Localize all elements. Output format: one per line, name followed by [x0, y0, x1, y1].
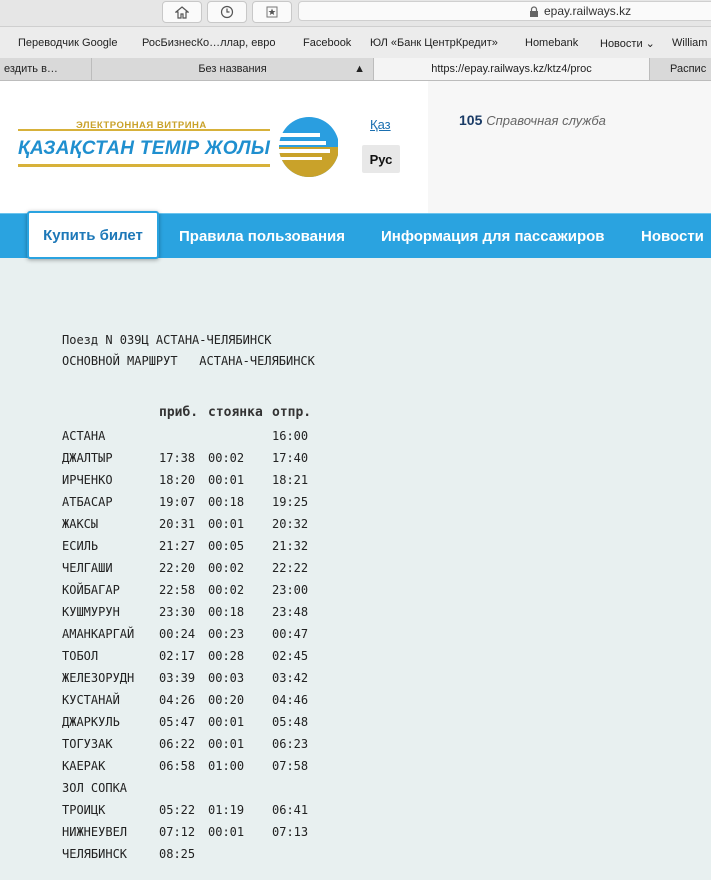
table-row — [62, 825, 362, 847]
tab-1-label: ездить в… — [4, 63, 58, 75]
arrival-time: 08:25 — [159, 847, 196, 861]
station-name: ТОГУЗАК — [62, 737, 113, 751]
stop-duration: 00:18 — [208, 495, 245, 509]
stop-duration: 00:20 — [208, 693, 245, 707]
table-row — [62, 473, 362, 495]
chevron-down-icon: ⌄ — [645, 38, 655, 50]
stop-duration: 00:05 — [208, 539, 245, 553]
menu-news[interactable]: Новости — [641, 228, 704, 245]
station-name: ЧЕЛЯБИНСК — [62, 847, 128, 861]
stop-duration: 00:03 — [208, 671, 245, 685]
address-bar[interactable] — [298, 1, 711, 21]
bookmark-facebook[interactable]: Facebook — [303, 37, 352, 49]
stop-duration: 01:19 — [208, 803, 245, 817]
bookmark-bank[interactable]: ЮЛ «Банк ЦентрКредит» — [370, 37, 498, 49]
departure-time: 07:58 — [272, 759, 309, 773]
buy-ticket-button[interactable]: Купить билет — [27, 211, 159, 259]
stop-duration: 00:01 — [208, 715, 245, 729]
departure-time: 18:21 — [272, 473, 309, 487]
departure-time: 17:40 — [272, 451, 309, 465]
departure-time: 21:32 — [272, 539, 309, 553]
table-row — [62, 671, 362, 693]
departure-time: 16:00 — [272, 429, 309, 443]
table-row — [62, 803, 362, 825]
bookmark-rbc[interactable]: РосБизнесКо…ллар, евро — [142, 37, 276, 49]
departure-time: 06:23 — [272, 737, 309, 751]
menu-rules[interactable]: Правила пользования — [179, 228, 346, 245]
stop-duration: 00:02 — [208, 583, 245, 597]
url-text: epay.railways.kz — [544, 4, 632, 18]
table-row — [62, 649, 362, 671]
menu-passenger-info[interactable]: Информация для пассажиров — [381, 228, 605, 245]
help-service — [459, 112, 606, 128]
station-name: КУСТАНАЙ — [62, 693, 120, 707]
station-name: АМАНКАРГАЙ — [62, 627, 135, 641]
svg-text:ЭЛЕКТРОННАЯ ВИТРИНА: ЭЛЕКТРОННАЯ ВИТРИНА — [76, 120, 207, 131]
svg-text:ҚАЗАҚСТАН ТЕМІР ЖОЛЫ: ҚАЗАҚСТАН ТЕМІР ЖОЛЫ — [18, 138, 271, 159]
table-row — [62, 759, 362, 781]
col-stop: стоянка — [208, 405, 263, 420]
bookmark-news[interactable] — [600, 37, 655, 50]
home-button[interactable] — [162, 1, 202, 23]
departure-time: 02:45 — [272, 649, 309, 663]
bookmark-homebank[interactable]: Homebank — [525, 37, 579, 49]
departure-time: 23:48 — [272, 605, 309, 619]
arrival-time: 22:58 — [159, 583, 196, 597]
arrival-time: 05:22 — [159, 803, 196, 817]
departure-time: 03:42 — [272, 671, 309, 685]
arrival-time: 20:31 — [159, 517, 196, 531]
clock-icon — [220, 5, 234, 19]
table-row — [62, 781, 362, 803]
tab-4[interactable] — [650, 58, 711, 80]
tab-1[interactable] — [0, 58, 92, 80]
stop-duration: 00:18 — [208, 605, 245, 619]
table-row — [62, 539, 362, 561]
bookmarks-bar — [0, 27, 711, 59]
table-row — [62, 693, 362, 715]
history-button[interactable] — [207, 1, 247, 23]
table-row — [62, 737, 362, 759]
table-row — [62, 517, 362, 539]
tab-2-label: Без названия — [198, 63, 267, 75]
station-name: АСТАНА — [62, 429, 106, 443]
arrival-time: 22:20 — [159, 561, 196, 575]
lang-kaz-link[interactable]: Қаз — [370, 117, 391, 132]
bookmark-william[interactable]: William — [672, 37, 708, 49]
station-name: ЕСИЛЬ — [62, 539, 99, 553]
col-departure: отпр. — [272, 405, 312, 420]
stop-duration: 00:02 — [208, 451, 245, 465]
star-icon — [265, 5, 279, 19]
stop-duration: 00:01 — [208, 737, 245, 751]
station-name: ДЖАРКУЛЬ — [62, 715, 120, 729]
table-row — [62, 495, 362, 517]
train-title: Поезд N 039Ц АСТАНА-ЧЕЛЯБИНСК — [62, 333, 272, 347]
arrival-time: 17:38 — [159, 451, 196, 465]
departure-time: 06:41 — [272, 803, 309, 817]
table-row — [62, 847, 362, 869]
arrival-time: 06:22 — [159, 737, 196, 751]
station-name: ТОБОЛ — [62, 649, 99, 663]
schedule-header — [0, 405, 711, 423]
station-name: ЖЕЛЕЗОРУДН — [62, 671, 135, 685]
col-arrival: приб. — [159, 405, 199, 420]
header-info-panel — [428, 81, 711, 213]
home-icon — [175, 6, 189, 19]
table-row — [62, 451, 362, 473]
route-title: ОСНОВНОЙ МАРШРУТ АСТАНА-ЧЕЛЯБИНСК — [62, 354, 315, 368]
arrival-time: 00:24 — [159, 627, 196, 641]
departure-time: 05:48 — [272, 715, 309, 729]
ktz-logo-icon — [18, 117, 338, 177]
stop-duration: 00:01 — [208, 825, 245, 839]
browser-toolbar — [0, 0, 711, 27]
arrival-time: 07:12 — [159, 825, 196, 839]
departure-time: 19:25 — [272, 495, 309, 509]
table-row — [62, 605, 362, 627]
station-name: ЗОЛ СОПКА — [62, 781, 128, 795]
stop-duration: 01:00 — [208, 759, 245, 773]
station-name: КОЙБАГАР — [62, 583, 120, 597]
stop-duration: 00:02 — [208, 561, 245, 575]
lang-rus-button[interactable]: Рус — [362, 145, 400, 173]
lock-icon — [529, 6, 539, 17]
tab-strip — [0, 58, 711, 81]
tab-2[interactable] — [92, 58, 374, 80]
stop-duration: 00:01 — [208, 517, 245, 531]
table-row — [62, 627, 362, 649]
station-name: КУШМУРУН — [62, 605, 120, 619]
site-logo[interactable] — [18, 117, 338, 177]
bookmark-news-label: Новости — [600, 38, 643, 50]
arrival-time: 02:17 — [159, 649, 196, 663]
arrival-time: 18:20 — [159, 473, 196, 487]
station-name: АТБАСАР — [62, 495, 113, 509]
departure-time: 22:22 — [272, 561, 309, 575]
departure-time: 07:13 — [272, 825, 309, 839]
help-text: Справочная служба — [486, 113, 606, 128]
stop-duration: 00:23 — [208, 627, 245, 641]
table-row — [62, 583, 362, 605]
bookmark-google-translate[interactable]: Переводчик Google — [18, 37, 118, 49]
tab-3-label: https://epay.railways.kz/ktz4/proc — [431, 63, 592, 75]
departure-time: 04:46 — [272, 693, 309, 707]
station-name: ИРЧЕНКО — [62, 473, 113, 487]
station-name: ЖАКСЫ — [62, 517, 99, 531]
arrival-time: 23:30 — [159, 605, 196, 619]
site-header — [0, 81, 711, 213]
tab-4-label: Распис — [670, 63, 707, 75]
departure-time: 20:32 — [272, 517, 309, 531]
table-row — [62, 561, 362, 583]
arrival-time: 04:26 — [159, 693, 196, 707]
arrival-time: 21:27 — [159, 539, 196, 553]
stop-duration: 00:28 — [208, 649, 245, 663]
arrival-time: 03:39 — [159, 671, 196, 685]
departure-time: 00:47 — [272, 627, 309, 641]
station-name: ТРОИЦК — [62, 803, 106, 817]
bookmark-button[interactable] — [252, 1, 292, 23]
station-name: КАЕРАК — [62, 759, 106, 773]
station-name: ДЖАЛТЫР — [62, 451, 113, 465]
table-row — [62, 429, 362, 451]
help-number: 105 — [459, 112, 483, 128]
arrival-time: 06:58 — [159, 759, 196, 773]
warning-icon: ▲ — [354, 63, 365, 75]
station-name: ЧЕЛГАШИ — [62, 561, 113, 575]
station-name: НИЖНЕУВЕЛ — [62, 825, 128, 839]
arrival-time: 19:07 — [159, 495, 196, 509]
arrival-time: 05:47 — [159, 715, 196, 729]
table-row — [62, 715, 362, 737]
departure-time: 23:00 — [272, 583, 309, 597]
stop-duration: 00:01 — [208, 473, 245, 487]
tab-3[interactable] — [374, 58, 650, 80]
